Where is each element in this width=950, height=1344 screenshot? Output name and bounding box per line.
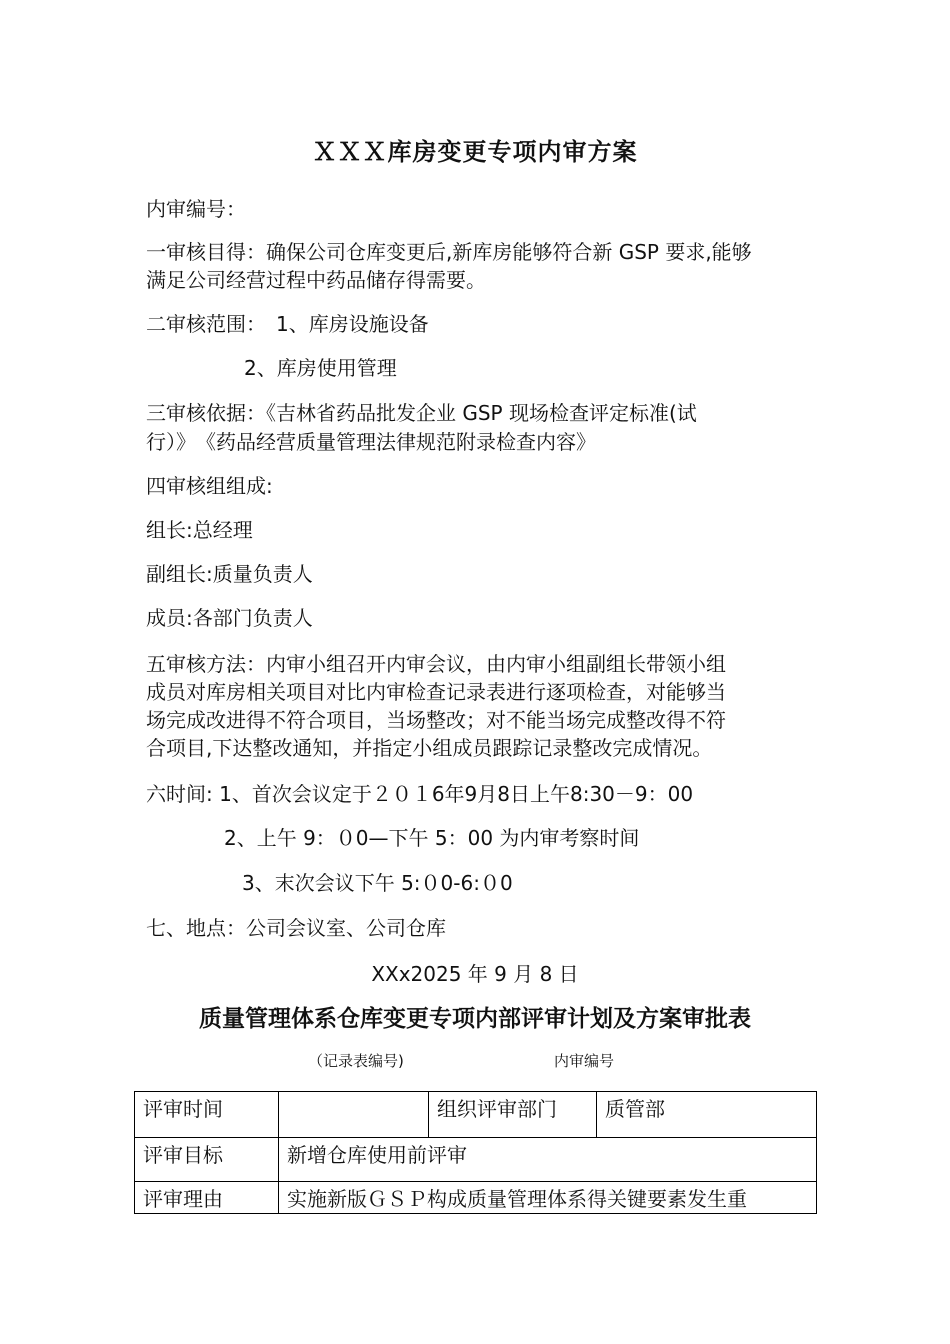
scope-line-1: 二审核范围： 1、库房设施设备 <box>146 312 429 336</box>
method-line-1: 五审核方法：内审小组召开内审会议，由内审小组副组长带领小组 <box>146 652 726 676</box>
time-line-3: 3、末次会议下午 5:０0-6:０0 <box>242 871 513 895</box>
table-label-cell: 评审目标 <box>135 1138 279 1182</box>
table-label-cell: 组织评审部门 <box>429 1092 597 1138</box>
purpose-line-2: 满足公司经营过程中药品储存得需要。 <box>146 268 486 292</box>
table-row <box>135 1138 817 1182</box>
table-row <box>135 1092 817 1138</box>
table-row <box>135 1182 817 1214</box>
audit-number-line: 内审编号： <box>146 197 246 221</box>
table-label-cell: 评审理由 <box>135 1182 279 1214</box>
review-target-value-cell: 新增仓库使用前评审 <box>279 1138 817 1182</box>
purpose-line-1: 一审核目得：确保公司仓库变更后,新库房能够符合新 GSP 要求,能够 <box>146 240 752 264</box>
organizing-dept-value-cell: 质管部 <box>597 1092 817 1138</box>
review-time-value-cell[interactable] <box>279 1092 429 1138</box>
scope-line-2: 2、库房使用管理 <box>244 356 397 380</box>
team-members: 成员:各部门负责人 <box>146 606 313 630</box>
basis-line-1: 三审核依据：《吉林省药品批发企业 GSP 现场检查评定标准(试 <box>146 401 697 425</box>
approval-table <box>134 1091 817 1214</box>
record-number-label: （记录表编号) <box>308 1052 404 1070</box>
table-label-cell: 评审时间 <box>135 1092 279 1138</box>
method-line-2: 成员对库房相关项目对比内审检查记录表进行逐项检查，对能够当 <box>146 680 726 704</box>
time-line-2: 2、上午 9：０0—下午 5：00 为内审考察时间 <box>224 826 640 850</box>
form-title: 质量管理体系仓库变更专项内部评审计划及方案审批表 <box>199 1006 751 1032</box>
form-audit-number-label: 内审编号 <box>554 1052 615 1070</box>
team-vice-leader: 副组长:质量负责人 <box>146 562 313 586</box>
team-heading: 四审核组组成: <box>146 474 273 498</box>
method-line-4: 合项目,下达整改通知，并指定小组成员跟踪记录整改完成情况。 <box>146 736 713 760</box>
location-line: 七、地点：公司会议室、公司仓库 <box>146 916 446 940</box>
document-date: XXx2025 年 9 月 8 日 <box>371 962 579 986</box>
time-line-1: 六时间: 1、首次会议定于２０１6年9月8日上午8:30－9：00 <box>146 782 694 806</box>
document-title: ＸＸＸ库房变更专项内审方案 <box>312 138 638 166</box>
basis-line-2: 行）》 《药品经营质量管理法律规范附录检查内容》 <box>146 430 596 454</box>
method-line-3: 场完成改进得不符合项目，当场整改；对不能当场完成整改得不符 <box>146 708 726 732</box>
review-reason-value-cell: 实施新版ＧＳＰ构成质量管理体系得关键要素发生重 <box>279 1182 817 1214</box>
team-leader: 组长:总经理 <box>146 518 253 542</box>
